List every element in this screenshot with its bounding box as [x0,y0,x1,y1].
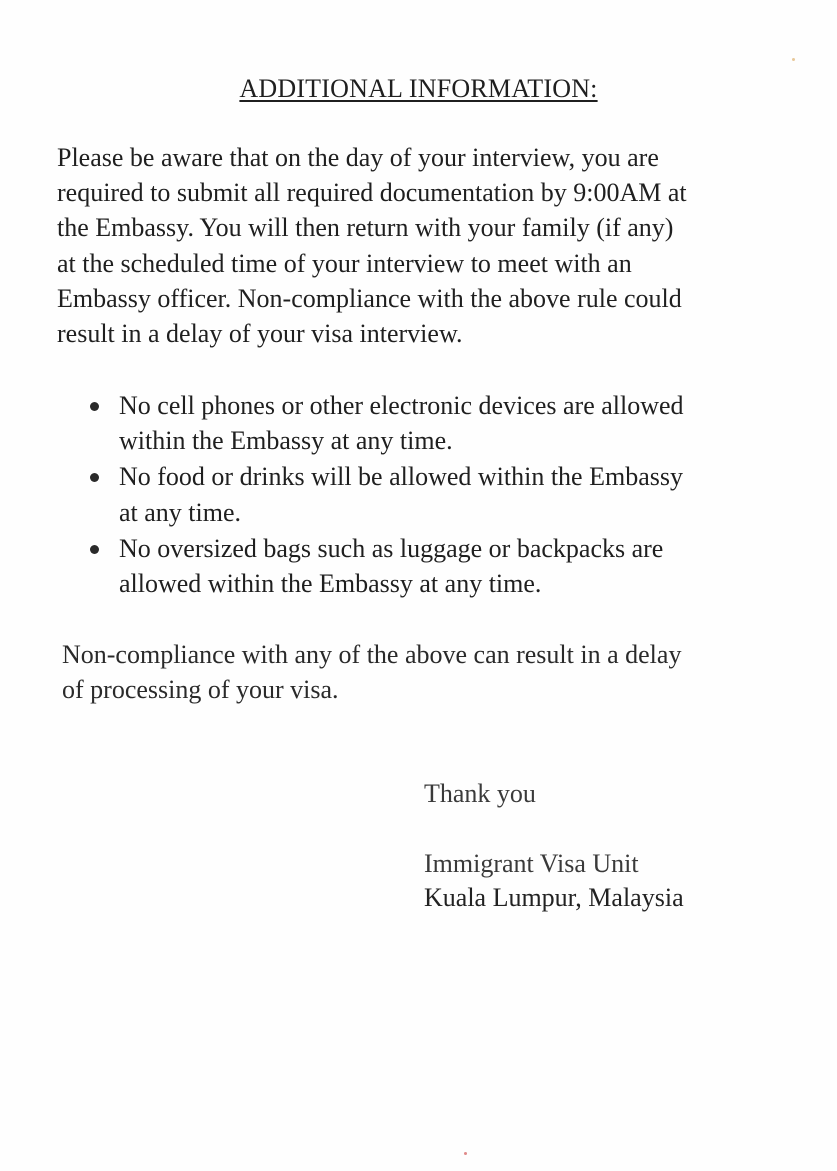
document-title: ADDITIONAL INFORMATION: [239,74,598,103]
rule-line: No food or drinks will be allowed within the Embassy [119,462,683,492]
intro-line: the Embassy. You will then return with your family (if any) [57,213,674,243]
rule-item-food-drinks [57,459,827,529]
sender-unit: Immigrant Visa Unit [424,849,639,878]
rule-line: No oversized bags such as luggage or backpacks are [119,533,664,563]
rules-list [57,388,827,602]
closing-line: of processing of your visa. [62,675,339,705]
closing-line: Non-compliance with any of the above can result in a delay [62,640,682,669]
sender-location: Kuala Lumpur, Malaysia [424,883,684,912]
scan-speck [464,1152,467,1155]
scan-speck [792,58,795,61]
rule-line: within the Embassy at any time. [119,426,453,456]
closing-paragraph [62,637,832,707]
intro-line: required to submit all required documentation by 9:00AM at [57,178,687,208]
intro-paragraph [57,140,827,351]
rule-item-cell-phones [57,388,827,458]
rule-line: allowed within the Embassy at any time. [119,569,542,599]
bullet-icon [90,545,99,554]
rule-line: at any time. [119,497,242,527]
intro-line: at the scheduled time of your interview to meet with an [57,248,632,278]
thank-you-text: Thank you [424,779,536,808]
rule-item-oversized-bags [57,531,827,601]
intro-line: Embassy officer. Non-compliance with the above rule could [57,283,682,313]
intro-line: Please be aware that on the day of your interview, you are [57,143,659,172]
intro-line: result in a delay of your visa interview. [57,319,463,349]
bullet-icon [90,402,99,411]
bullet-icon [90,473,99,482]
rule-line: No cell phones or other electronic devices are allowed [119,391,684,420]
